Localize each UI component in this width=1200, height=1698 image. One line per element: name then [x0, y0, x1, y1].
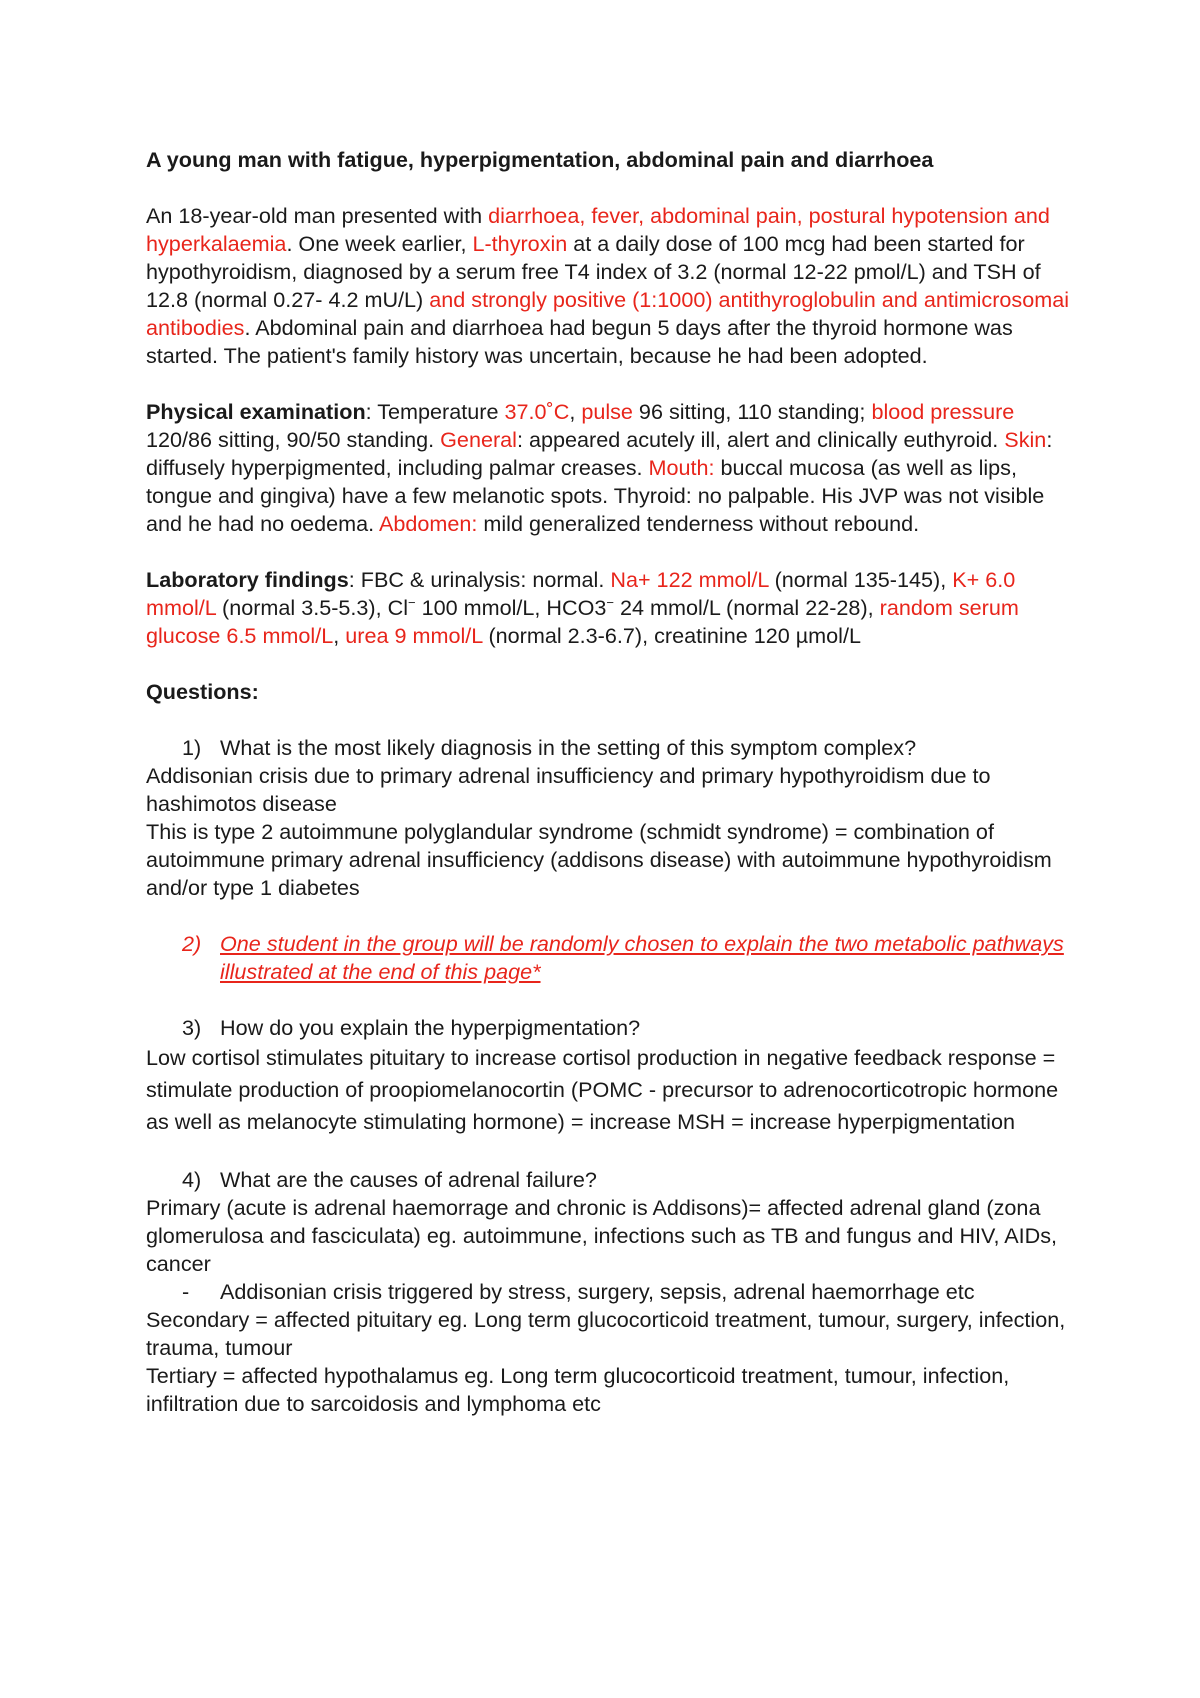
- answer-4-secondary: Secondary = affected pituitary eg. Long term glucocorticoid treatment, tumour, surgery, infection, trauma, tumour: [146, 1307, 1066, 1360]
- intro-text: An 18-year-old man presented with: [146, 203, 489, 228]
- question-number: 3): [182, 1015, 202, 1040]
- intro-text: . One week earlier,: [286, 231, 473, 256]
- spacer: [146, 650, 1086, 678]
- lab-text: 100 mmol/L, HCO3: [415, 595, 607, 620]
- superscript-minus: −: [408, 594, 416, 610]
- case-intro-paragraph: [146, 202, 1086, 370]
- lab-text: (normal 135-145),: [768, 567, 953, 592]
- answer-4-tertiary: Tertiary = affected hypothalamus eg. Long term glucocorticoid treatment, tumour, infection, infiltration due to sarcoidosis and lymphoma etc: [146, 1363, 1010, 1416]
- lab-text: 24 mmol/L (normal 22-28),: [614, 595, 880, 620]
- answer-4-primary: Primary (acute is adrenal haemorrage and chronic is Addisons)= affected adrenal gland (zona glomerulosa and fasciculata) eg. autoimmune, infections such as TB and fungus and HIV, AIDs, cancer: [146, 1195, 1058, 1276]
- question-number: 1): [182, 735, 202, 760]
- question-number: 4): [182, 1167, 202, 1192]
- lab-text: : FBC & urinalysis: normal.: [348, 567, 611, 592]
- physical-exam-paragraph: [146, 398, 1086, 538]
- bullet-item: [146, 1278, 1086, 1306]
- exam-text: mild generalized tenderness without rebound.: [477, 511, 920, 536]
- question-4: [146, 1166, 1086, 1194]
- physical-exam-heading: Physical examination: [146, 399, 366, 424]
- question-1: [146, 734, 1086, 762]
- spacer: [146, 1138, 1086, 1166]
- exam-text: ,: [569, 399, 582, 424]
- document-title: A young man with fatigue, hyperpigmentation, abdominal pain and diarrhoea: [146, 147, 934, 172]
- spacer: [146, 538, 1086, 566]
- lab-findings-heading: Laboratory findings: [146, 567, 349, 592]
- spacer: [146, 706, 1086, 734]
- lab-findings-paragraph: [146, 566, 1086, 650]
- answer-1-syndrome: This is type 2 autoimmune polyglandular syndrome (schmidt syndrome) = combination of autoimmune primary adrenal insufficiency (addisons disease) with autoimmune hypothyroidism and/or type 1 diabetes: [146, 819, 1052, 900]
- question-text: What is the most likely diagnosis in the setting of this symptom complex?: [220, 735, 917, 760]
- exam-highlight: blood pressure: [871, 399, 1015, 424]
- lab-highlight: urea 9 mmol/L: [345, 623, 483, 648]
- question-number: 2): [182, 931, 202, 956]
- intro-text: . Abdominal pain and diarrhoea had begun 5 days after the thyroid hormone was started. The patient's family history was uncertain, because he had been adopted.: [146, 315, 1013, 368]
- exam-highlight: pulse: [581, 399, 633, 424]
- intro-text: at a daily dose of 100 mcg had been started for hypothyroidism, diagnosed by a serum free T4 index of 3.2 (normal 12-22 pmol/L) and TSH of 12.8 (normal 0.27- 4.2 mU/L): [146, 231, 1041, 312]
- question-2: [146, 930, 1086, 986]
- exam-text: : appeared acutely ill, alert and clinically euthyroid.: [516, 427, 1005, 452]
- intro-highlight: L-thyroxin: [472, 231, 568, 256]
- bullet-dash: -: [182, 1279, 190, 1304]
- question-text: What are the causes of adrenal failure?: [220, 1167, 597, 1192]
- lab-text: (normal 2.3-6.7), creatinine 120 µmol/L: [482, 623, 861, 648]
- lab-text: ,: [333, 623, 346, 648]
- exam-text: : Temperature: [365, 399, 505, 424]
- exam-text: buccal mucosa (as well as lips, tongue and gingiva) have a few melanotic spots. Thyroid: no palpable. His JVP was not visible and he had no oedema.: [146, 455, 1045, 536]
- spacer: [146, 902, 1086, 930]
- lab-highlight: Na+ 122 mmol/L: [610, 567, 769, 592]
- exam-highlight: Abdomen:: [378, 511, 478, 536]
- questions-heading: Questions:: [146, 679, 259, 704]
- exam-highlight: Mouth:: [648, 455, 715, 480]
- lab-text: (normal 3.5-5.3), Cl: [216, 595, 409, 620]
- spacer: [146, 986, 1086, 1014]
- intro-highlight: diarrhoea, fever, abdominal pain, postural hypotension and hyperkalaemia: [146, 203, 1050, 256]
- exam-text: 120/86 sitting, 90/50 standing.: [146, 427, 441, 452]
- question-text: One student in the group will be randomly chosen to explain the two metabolic pathways illustrated at the end of this page*: [220, 931, 1064, 984]
- superscript-minus: −: [606, 594, 615, 610]
- exam-text: 96 sitting, 110 standing;: [632, 399, 872, 424]
- document-page: [146, 146, 1086, 1418]
- exam-highlight: 37.0˚C: [504, 399, 570, 424]
- answer-1-diagnosis: Addisonian crisis due to primary adrenal insufficiency and primary hypothyroidism due to hashimotos disease: [146, 763, 991, 816]
- question-3: [146, 1014, 1086, 1042]
- exam-highlight: Skin: [1004, 427, 1047, 452]
- exam-text: : diffusely hyperpigmented, including palmar creases.: [146, 427, 1053, 480]
- spacer: [146, 370, 1086, 398]
- intro-highlight: and strongly positive (1:1000) antithyroglobulin and antimicrosomai antibodies: [146, 287, 1070, 340]
- question-text: How do you explain the hyperpigmentation?: [220, 1015, 641, 1040]
- exam-highlight: General: [440, 427, 517, 452]
- bullet-text: Addisonian crisis triggered by stress, surgery, sepsis, adrenal haemorrhage etc: [220, 1279, 975, 1304]
- lab-highlight: K+ 6.0 mmol/L: [146, 567, 1016, 620]
- lab-highlight: random serum glucose 6.5 mmol/L: [146, 595, 1019, 648]
- answer-3: Low cortisol stimulates pituitary to increase cortisol production in negative feedback response = stimulate production of proopiomelanocortin (POMC - precursor to adrenocorticotropic hormone as well as melanocyte stimulating hormone) = increase MSH = increase hyperpigmentation: [146, 1045, 1059, 1134]
